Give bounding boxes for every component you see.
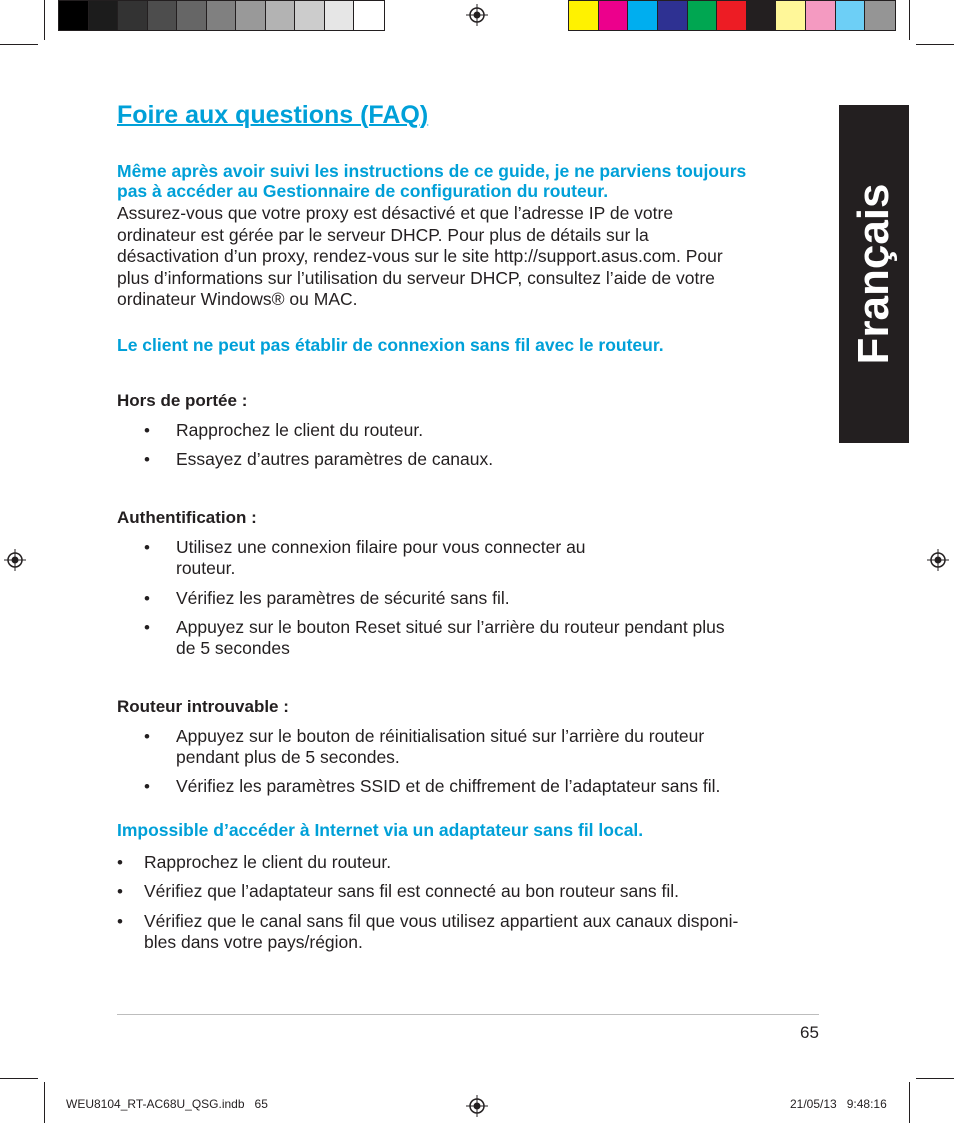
- list-item: [176, 537, 586, 579]
- subheading-out-of-range: Hors de portée :: [117, 391, 248, 410]
- item-line: Vérifiez que le canal sans fil que vous utilisez appartient aux canaux disponi-: [144, 911, 739, 931]
- bullet-marker: •: [144, 421, 150, 440]
- item-line: Utilisez une connexion filaire pour vous connecter au: [176, 537, 586, 557]
- color-swatch: [207, 1, 237, 30]
- language-side-tab: [839, 105, 909, 443]
- crop-mark: [0, 44, 38, 45]
- list-item: [176, 726, 704, 768]
- paragraph-line: désactivation d’un proxy, rendez-vous sur le site http://support.asus.com. Pour: [117, 246, 723, 266]
- bullet-marker: •: [117, 912, 123, 931]
- registration-mark-icon: [466, 1095, 488, 1117]
- paragraph-line: ordinateur Windows® ou MAC.: [117, 289, 358, 309]
- color-swatch: [776, 1, 806, 30]
- color-swatch: [688, 1, 718, 30]
- crop-mark: [44, 0, 45, 40]
- subheading-authentication: Authentification :: [117, 508, 257, 527]
- item-line: Appuyez sur le bouton Reset situé sur l’arrière du routeur pendant plus: [176, 617, 725, 637]
- registration-mark-icon: [4, 549, 26, 571]
- crop-mark: [44, 1082, 45, 1123]
- answer-paragraph: [117, 203, 817, 311]
- color-swatch: [836, 1, 866, 30]
- color-swatch: [628, 1, 658, 30]
- bullet-marker: •: [117, 853, 123, 872]
- crop-mark: [909, 0, 910, 40]
- registration-mark-icon: [466, 4, 488, 26]
- paragraph-line: ordinateur est gérée par le serveur DHCP. Pour plus de détails sur la: [117, 224, 649, 245]
- item-line: Appuyez sur le bouton de réinitialisation situé sur l’arrière du routeur: [176, 726, 705, 746]
- color-swatch: [599, 1, 629, 30]
- list-item: Vérifiez les paramètres de sécurité sans fil.: [176, 588, 510, 608]
- crop-mark: [0, 1078, 38, 1079]
- item-line: pendant plus de 5 secondes.: [176, 747, 400, 767]
- page-title: Foire aux questions (FAQ): [117, 101, 429, 129]
- list-item: Vérifiez que l’adaptateur sans fil est connecté au bon routeur sans fil.: [144, 881, 680, 901]
- color-swatch: [747, 1, 777, 30]
- list-item: Rapprochez le client du routeur.: [144, 852, 392, 872]
- color-swatch: [118, 1, 148, 30]
- color-swatch: [325, 1, 355, 30]
- item-line: routeur.: [176, 558, 236, 578]
- question-heading: Impossible d’accéder à Internet via un adaptateur sans fil local.: [117, 820, 644, 840]
- list-item: Rapprochez le client du routeur.: [176, 420, 424, 440]
- bullet-marker: •: [117, 882, 123, 901]
- bullet-marker: •: [144, 618, 150, 637]
- language-label: Français: [849, 183, 898, 365]
- heading-line: Même après avoir suivi les instructions de ce guide, je ne parviens toujours: [117, 161, 747, 181]
- color-swatch: [658, 1, 688, 30]
- bullet-marker: •: [144, 450, 150, 469]
- color-swatch: [717, 1, 747, 30]
- crop-mark: [916, 1078, 954, 1079]
- crop-mark: [909, 1082, 910, 1123]
- list-item: Essayez d’autres paramètres de canaux.: [176, 449, 494, 469]
- color-swatch: [295, 1, 325, 30]
- print-slug-date: 21/05/13 9:48:16: [790, 1097, 887, 1111]
- color-swatch: [806, 1, 836, 30]
- color-swatch: [865, 1, 895, 30]
- paragraph-line: plus d’informations sur l’utilisation du serveur DHCP, consultez l’aide de votre: [117, 267, 715, 288]
- heading-line: pas à accéder au Gestionnaire de configuration du routeur.: [117, 181, 609, 201]
- list-item: [176, 617, 725, 659]
- item-line: de 5 secondes: [176, 638, 290, 658]
- registration-mark-icon: [927, 549, 949, 571]
- color-swatch: [89, 1, 119, 30]
- color-swatch: [59, 1, 89, 30]
- footer-divider: [117, 1014, 819, 1015]
- color-swatch: [266, 1, 296, 30]
- question-heading: [117, 161, 746, 201]
- color-swatch: [236, 1, 266, 30]
- crop-mark: [916, 44, 954, 45]
- grayscale-color-bar: [58, 0, 385, 31]
- question-heading: Le client ne peut pas établir de connexion sans fil avec le routeur.: [117, 335, 664, 355]
- cmyk-color-bar: [568, 0, 896, 31]
- color-swatch: [148, 1, 178, 30]
- subheading-router-not-found: Routeur introuvable :: [117, 697, 289, 716]
- paragraph-line: Assurez-vous que votre proxy est désactivé et que l’adresse IP de votre: [117, 203, 674, 223]
- bullet-marker: •: [144, 727, 150, 746]
- page-number: 65: [800, 1023, 819, 1042]
- list-item: Vérifiez les paramètres SSID et de chiffrement de l’adaptateur sans fil.: [176, 776, 721, 796]
- color-swatch: [569, 1, 599, 30]
- print-slug-file: WEU8104_RT-AC68U_QSG.indb 65: [66, 1097, 268, 1111]
- bullet-marker: •: [144, 538, 150, 557]
- color-swatch: [177, 1, 207, 30]
- color-swatch: [354, 1, 384, 30]
- list-item: [144, 911, 738, 953]
- bullet-marker: •: [144, 589, 150, 608]
- item-line: bles dans votre pays/région.: [144, 932, 363, 952]
- bullet-marker: •: [144, 777, 150, 796]
